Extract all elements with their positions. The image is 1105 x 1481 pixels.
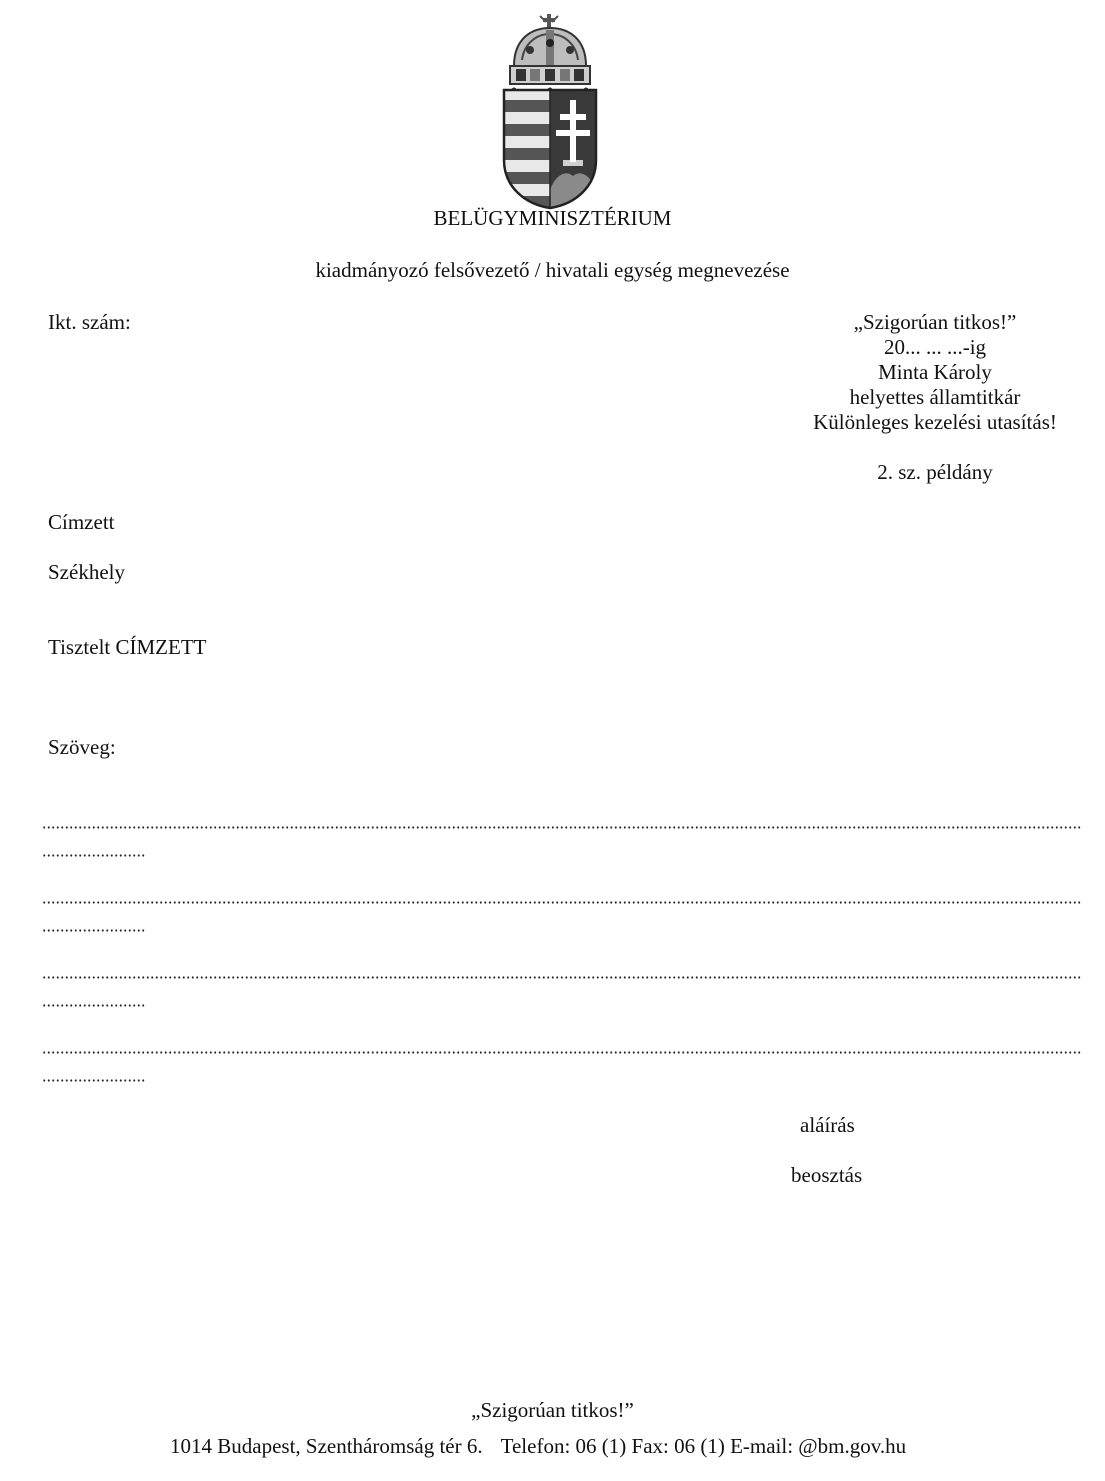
salutation: Tisztelt CÍMZETT <box>48 635 207 659</box>
classification-level: „Szigorúan titkos!” <box>853 310 1017 334</box>
recipient-label: Címzett <box>48 510 115 534</box>
hungarian-coat-of-arms-icon <box>500 10 600 210</box>
placeholder-dotted-line <box>42 1051 1082 1054</box>
classification-block <box>770 310 1100 485</box>
special-handling-instruction: Különleges kezelési utasítás! <box>813 410 1057 434</box>
placeholder-dotted-line-short <box>42 1079 146 1082</box>
classifier-title: helyettes államtitkár <box>849 385 1021 409</box>
placeholder-dotted-line <box>42 901 1082 904</box>
footer-classification: „Szigorúan titkos!” <box>471 1398 634 1422</box>
footer-address-line <box>170 1434 906 1459</box>
placeholder-dotted-line <box>42 826 1082 829</box>
holy-crown-icon <box>510 28 590 93</box>
ministry-name: BELÜGYMINISZTÉRIUM <box>433 206 672 230</box>
issuing-unit-name: kiadmányozó felsővezető / hivatali egység megnevezése <box>315 258 790 282</box>
placeholder-dotted-line-short <box>42 929 146 932</box>
copy-number: 2. sz. példány <box>877 460 993 484</box>
body-text-label: Szöveg: <box>48 735 116 759</box>
footer-address: 1014 Budapest, Szentháromság tér 6. <box>170 1434 483 1458</box>
placeholder-dotted-line <box>42 976 1082 979</box>
footer-contacts: Telefon: 06 (1) Fax: 06 (1) E-mail: @bm.gov.hu <box>500 1434 907 1458</box>
classification-valid-until: 20... ... ...-ig <box>883 335 987 359</box>
classifier-name: Minta Károly <box>878 360 992 384</box>
reference-number-label: Ikt. szám: <box>48 310 131 334</box>
placeholder-dotted-line-short <box>42 854 146 857</box>
crown-cross-icon <box>540 14 558 28</box>
seat-label: Székhely <box>48 560 125 584</box>
placeholder-dotted-line-short <box>42 1004 146 1007</box>
signature-label: aláírás <box>800 1113 855 1137</box>
shield-icon <box>504 90 596 210</box>
position-label: beosztás <box>791 1163 863 1187</box>
